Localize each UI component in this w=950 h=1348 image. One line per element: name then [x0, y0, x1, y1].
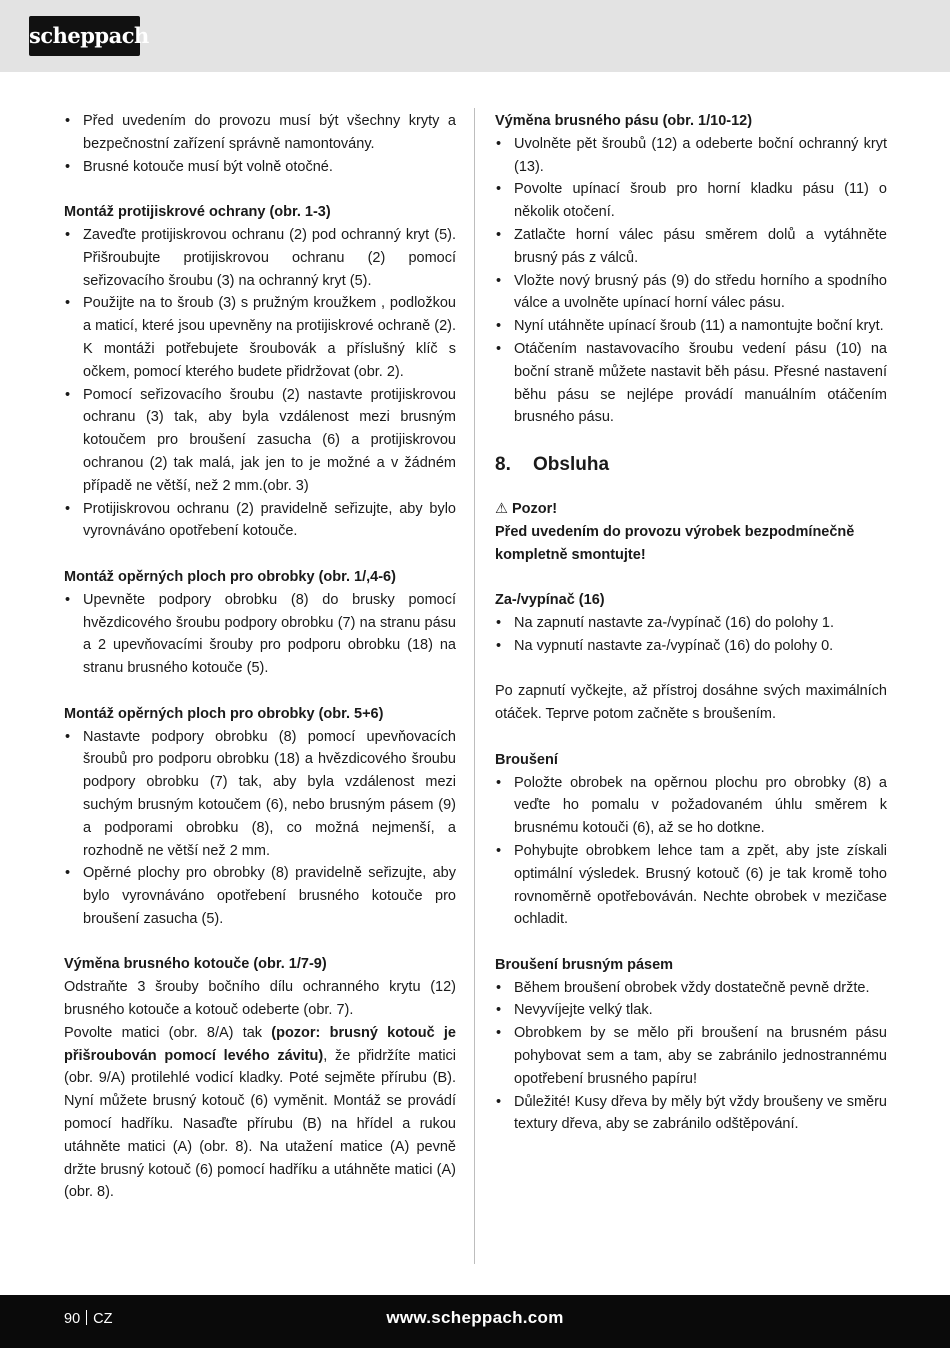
- list-item: • Během broušení obrobek vždy dostatečně pevně držte.: [495, 977, 887, 1000]
- section-heading: Za-/vypínač (16): [495, 592, 605, 609]
- paragraph-text: , že přidržíte matici (obr. 9/A) protilehlé vodicí kladky. Poté sejměte přírubu (B). Nyní můžete brusný kotouč (6) vyměnit. Montáž se provádí pomocí hadříku. Nasaďte přírubu (B) na hřídel a rukou utáhněte matici (A) (obr. 8). Na utažení matice (A) pevně držte brusný kotouč (6) pomocí hadříku a utáhněte matici (A) (obr. 8).: [64, 1047, 457, 1201]
- section-heading: Broušení brusným pásem: [495, 956, 674, 973]
- warning-triangle-icon: ⚠: [495, 500, 508, 517]
- list-item: • Uvolněte pět šroubů (12) a odeberte boční ochranný kryt (13).: [495, 133, 887, 179]
- paragraph: [64, 1022, 456, 1204]
- list-item: • Obrobkem by se mělo při broušení na brusném pásu pohybovat sem a tam, aby se zabránilo jednostrannému opotřebení brusného papíru!: [495, 1022, 887, 1090]
- right-column: [495, 110, 887, 1136]
- intro-list: [64, 110, 456, 178]
- warning-label: Pozor!: [512, 500, 558, 517]
- list-item: • Brusné kotouče musí být volně otočné.: [64, 156, 456, 179]
- work-rest-section-b: [64, 703, 456, 931]
- grinding-section: [495, 749, 887, 931]
- intro-block: [64, 110, 456, 178]
- belt-grinding-section: [495, 954, 887, 1136]
- website-url: www.scheppach.com: [386, 1308, 564, 1327]
- list-item: • Použijte na to šroub (3) s pružným kroužkem , podložkou a maticí, které jsou upevněny na protijiskrové ochraně (2). K montáži potřebujete šroubovák a příslušný klíč s očkem, pomocí kterého budete přidržovat (obr. 2).: [64, 292, 456, 383]
- list-item: • Protijiskrovou ochranu (2) pravidelně seřizujte, aby bylo vyrovnáváno opotřebení kotouče.: [64, 498, 456, 544]
- list-item: • Opěrné plochy pro obrobky (8) pravidelně seřizujte, aby bylo vyrovnáváno opotřebení brusného kotouče pro broušení zasucha (5).: [64, 862, 456, 930]
- emphasis-text: (pozor: brusný kotouč je přišroubován pomocí levého závitu): [64, 1024, 456, 1064]
- chapter-heading: [495, 452, 887, 478]
- section-heading: Montáž protijiskrové ochrany (obr. 1-3): [64, 204, 331, 221]
- work-rest-list-a: [64, 589, 456, 680]
- list-item: • Povolte upínací šroub pro horní kladku pásu (11) o několik otočení.: [495, 178, 887, 224]
- chapter-number: 8.: [495, 453, 511, 475]
- footer-bar: [0, 1295, 950, 1348]
- belt-change-list: [495, 133, 887, 429]
- chapter-title: Obsluha: [533, 453, 610, 475]
- warning-label-row: [495, 498, 887, 521]
- warning-text: Před uvedením do provozu výrobek bezpodmínečně kompletně smontujte!: [495, 523, 855, 563]
- paragraph-text: Povolte matici (obr. 8/A) tak: [64, 1024, 272, 1041]
- list-item: • Důležité! Kusy dřeva by měly být vždy broušeny ve směru textury dřeva, aby se zabránilo odštěpování.: [495, 1091, 887, 1137]
- paragraph: Po zapnutí vyčkejte, až přístroj dosáhne svých maximálních otáček. Teprve potom začněte s broušením.: [495, 683, 887, 723]
- list-item: • Vložte nový brusný pás (9) do středu horního a spodního válce a uvolněte upínací horní válec pásu.: [495, 270, 887, 316]
- grinding-list: [495, 772, 887, 932]
- spark-guard-list: [64, 224, 456, 543]
- section-heading: Výměna brusného kotouče (obr. 1/7-9): [64, 956, 327, 973]
- belt-change-section: [495, 110, 887, 429]
- section-heading: Broušení: [495, 751, 558, 768]
- left-column: [64, 110, 456, 1204]
- after-on-block: [495, 680, 887, 726]
- list-item: • Otáčením nastavovacího šroubu vedení pásu (10) na boční straně můžete nastavit běh pásu. Přesné nastavení běhu pásu se nejlépe provádí manuálním otáčením brusného pásu.: [495, 338, 887, 429]
- spark-guard-section: [64, 201, 456, 543]
- list-item: • Položte obrobek na opěrnou plochu pro obrobky (8) a veďte ho pomalu v požadovaném úhlu směrem k brusnému kotouči (6), až se ho dotkne.: [495, 772, 887, 840]
- switch-list: [495, 612, 887, 658]
- list-item: • Pomocí seřizovacího šroubu (2) nastavte protijiskrovou ochranu (3) tak, aby byla vzdálenost mezi brusným kotoučem pro broušení zasucha (6) a protijiskrovou ochranou (2) tak malá, jak jen to je možné a v žádném případě ne větší, než 2 mm.(obr. 3): [64, 384, 456, 498]
- list-item: • Nastavte podpory obrobku (8) pomocí upevňovacích šroubů pro podporu obrobku (18) a hvězdicového šroubu podpory obrobku (7) tak, aby byla vzdálenost mezi suchým brusným kotoučem (6), nebo brusným pásem (9) a podporami obrobku (8), co možná nejmenší, a rozhodně ne větší než 2 mm.: [64, 726, 456, 863]
- list-item: • Zaveďte protijiskrovou ochranu (2) pod ochranný kryt (5). Přišroubujte protijiskrovou ochranu (2) pomocí seřizovacího šroubu (3) na ochranný kryt (5).: [64, 224, 456, 292]
- switch-section: [495, 589, 887, 657]
- section-heading: Výměna brusného pásu (obr. 1/10-12): [495, 113, 753, 129]
- list-item: • Upevněte podpory obrobku (8) do brusky pomocí hvězdicového šroubu podpory obrobku (7) na stranu pásu a 2 upevňovacími šrouby pro podporu obrobku (18) na stranu brusného kotouče (5).: [64, 589, 456, 680]
- list-item: • Na zapnutí nastavte za-/vypínač (16) do polohy 1.: [495, 612, 887, 635]
- section-heading: Montáž opěrných ploch pro obrobky (obr. 5+6): [64, 705, 384, 722]
- column-divider: [474, 108, 475, 1264]
- list-item: • Před uvedením do provozu musí být všechny kryty a bezpečnostní zařízení správně namontovány.: [64, 110, 456, 156]
- language-code: CZ: [93, 1311, 113, 1327]
- work-rest-section-a: [64, 566, 456, 680]
- list-item: • Zatlačte horní válec pásu směrem dolů a vytáhněte brusný pás z válců.: [495, 224, 887, 270]
- brand-logo: scheppach: [29, 16, 140, 56]
- warning-block: [495, 498, 887, 566]
- list-item: • Na vypnutí nastavte za-/vypínač (16) do polohy 0.: [495, 635, 887, 658]
- list-item: • Nevyvíjejte velký tlak.: [495, 999, 887, 1022]
- page-number: 90: [64, 1311, 81, 1327]
- belt-grinding-list: [495, 977, 887, 1137]
- paragraph: Odstraňte 3 šrouby bočního dílu ochranného krytu (12) brusného kotouče a kotouč odeberte (obr. 7).: [64, 979, 456, 1019]
- list-item: • Nyní utáhněte upínací šroub (11) a namontujte boční kryt.: [495, 315, 887, 338]
- work-rest-list-b: [64, 726, 456, 931]
- disc-change-section: [64, 953, 456, 1204]
- header-bar: [0, 0, 950, 72]
- list-item: • Pohybujte obrobkem lehce tam a zpět, aby jste získali optimální výsledek. Brusný kotouč (6) je tak kromě toho rovnoměrně opotřebováván. Nechte obrobek v mezičase ochladit.: [495, 840, 887, 931]
- section-heading: Montáž opěrných ploch pro obrobky (obr. 1/,4-6): [64, 568, 396, 585]
